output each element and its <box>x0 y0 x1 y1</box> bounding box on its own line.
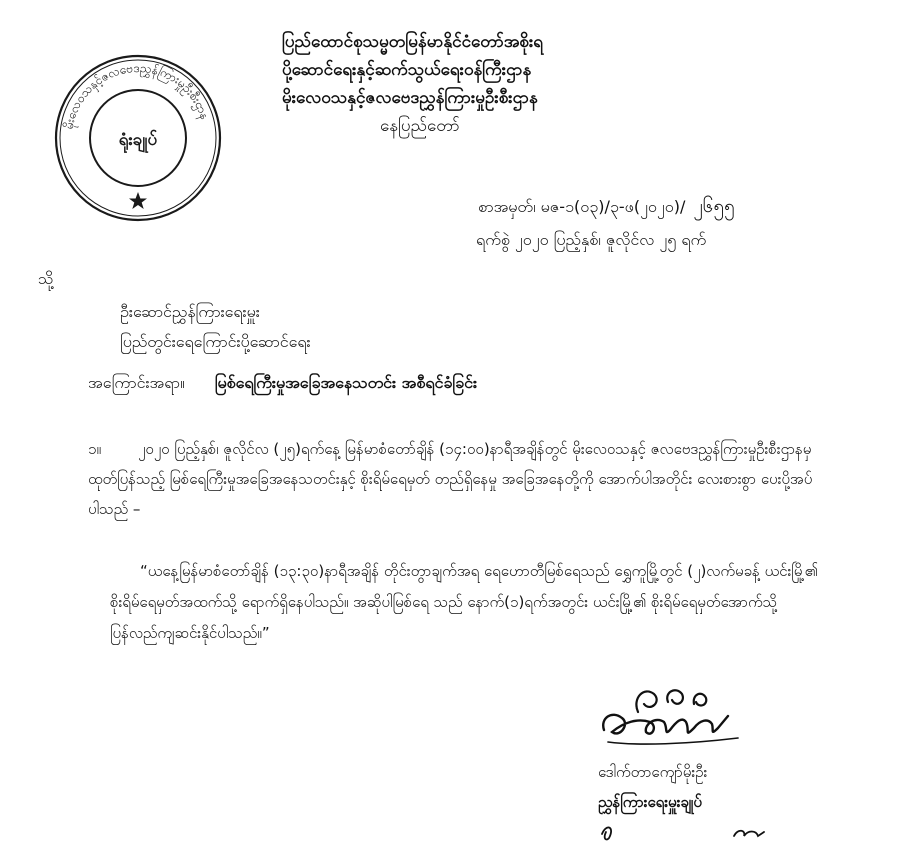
seal-stamp-graphic <box>52 52 224 224</box>
recipient-organization: ပြည်တွင်းရေကြောင်းပို့ဆောင်ရေး <box>120 332 311 351</box>
to-label: သို့ <box>38 269 54 288</box>
signer-title: ညွှန်ကြားရေးမှူးချုပ် <box>598 793 702 811</box>
seal-center-text: ရုံးချုပ် <box>118 130 158 150</box>
letter-date: ရက်စွဲ ၂၀၂၀ ပြည့်နှစ်၊ ဇူလိုင်လ ၂၅ ရက် <box>476 230 707 249</box>
signer-name: ဒေါက်တာကျော်မိုးဦး <box>598 763 708 781</box>
ministry-name: ပို့ဆောင်ရေးနှင့်ဆက်သွယ်ရေးဝန်ကြီးဌာန <box>282 60 532 80</box>
paragraph-text: ၂၀၂၀ ပြည့်နှစ်၊ ဇူလိုင်လ (၂၅)ရက်နေ့ မြန်မာစံတော်ချိန် (၁၄:၀၀)နာရီအချိန်တွင် မိုးလေဝသနှင့် ဇလဗေဒညွှန်ကြားမှုဦးစီးဌာနမှ ထုတ်ပြန်သည့် မြစ်ရေကြီးမှုအခြေအနေသတင်းနှင့် စိုးရိမ်ရေမှတ် တည်ရှိနေမှု အခြေအနေတို့ကို အောက်ပါအတိုင်း လေးစားစွာ ပေးပို့အပ်ပါသည် – <box>88 440 813 518</box>
seal-star-icon <box>129 192 147 209</box>
handwritten-signature <box>598 672 758 754</box>
city-name: နေပြည်တော် <box>380 116 460 136</box>
handwritten-initials <box>598 816 778 846</box>
paragraph-1 <box>88 434 824 524</box>
recipient-title: ဦးဆောင်ညွှန်ကြားရေးမှူး <box>120 302 260 321</box>
reference-handwritten-number: ၂၆၅၅ <box>693 195 735 217</box>
quoted-bulletin: “ယနေ့မြန်မာစံတော်ချိန် (၁၃:၃၀)နာရီအချိန် တိုင်းတွာချက်အရ ရေဟောတီမြစ်ရေသည် ရွှေကူမြို့တွင် (၂)လက်မခန့် ယင်းမြို့၏ စိုးရိမ်ရေမှတ်အထက်သို့ ရောက်ရှိနေပါသည်။ အဆိုပါမြစ်ရေ သည် နောက်(၁)ရက်အတွင်း ယင်းမြို့၏ စိုးရိမ်ရေမှတ်အောက်သို့ ပြန်လည်ကျဆင်းနိုင်ပါသည်။” <box>110 562 819 642</box>
initials-graphic <box>598 816 778 846</box>
subject-text: မြစ်ရေကြီးမှုအခြေအနေသတင်း အစီရင်ခံခြင်း <box>214 373 478 392</box>
subject-line <box>88 370 477 396</box>
subject-label: အကြောင်းအရာ။ <box>88 373 185 392</box>
paragraph-number: ၁။ <box>88 440 101 458</box>
government-name: ပြည်ထောင်စုသမ္မတမြန်မာနိုင်ငံတော်အစိုးရ <box>282 32 544 52</box>
department-name: မိုးလေဝသနှင့်ဇလဗေဒညွှန်ကြားမှုဦးစီးဌာန <box>282 88 538 108</box>
reference-number <box>478 194 735 219</box>
seal-ring-text: မိုးလေဝသနှင့်ဇလဗေဒညွှန်ကြားမှုဦးစီးဌာန <box>61 60 213 131</box>
official-seal <box>52 52 224 224</box>
signature-graphic <box>598 672 758 754</box>
letterhead <box>282 28 722 140</box>
reference-text: စာအမှတ်၊ မဇ-၁(၀၃)/၃-ဖ(၂၀၂၀)/ <box>478 197 686 216</box>
